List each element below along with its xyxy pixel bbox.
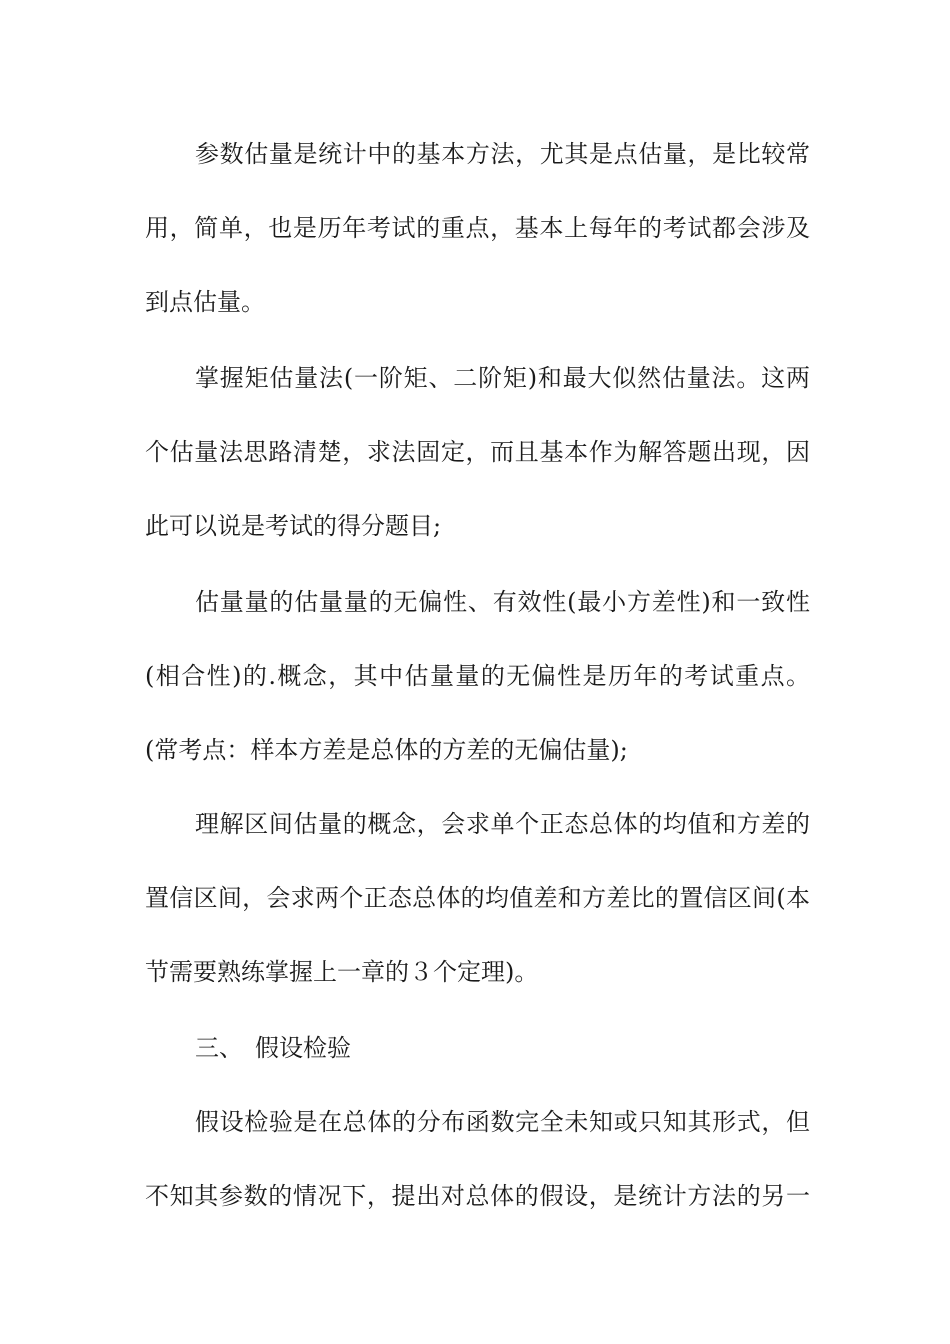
paragraph-6-line-2: 不知其参数的情况下，提出对总体的假设，是统计方法的另一 xyxy=(145,1182,810,1210)
paragraph-4-line-3: 节需要熟练掌握上一章的３个定理)。 xyxy=(145,958,539,986)
paragraph-1-line-2: 用，简单，也是历年考试的重点，基本上每年的考试都会涉及 xyxy=(145,214,810,242)
paragraph-4-line-2: 置信区间，会求两个正态总体的均值差和方差比的置信区间(本 xyxy=(145,884,810,912)
paragraph-1-line-3: 到点估量。 xyxy=(145,288,265,316)
paragraph-1-line-1: 参数估量是统计中的基本方法，尤其是点估量，是比较常 xyxy=(195,140,810,168)
paragraph-3-line-3: (常考点：样本方差是总体的方差的无偏估量); xyxy=(145,736,628,764)
paragraph-3-line-1: 估量量的估量量的无偏性、有效性(最小方差性)和一致性 xyxy=(195,588,810,616)
paragraph-3-line-2: (相合性)的.概念，其中估量量的无偏性是历年的考试重点。 xyxy=(145,662,810,690)
section-heading: 三、 假设检验 xyxy=(195,1034,351,1062)
paragraph-6-line-1: 假设检验是在总体的分布函数完全未知或只知其形式，但 xyxy=(195,1108,810,1136)
paragraph-2-line-2: 个估量法思路清楚，求法固定，而且基本作为解答题出现，因 xyxy=(145,438,810,466)
paragraph-2-line-3: 此可以说是考试的得分题目; xyxy=(145,512,442,540)
paragraph-4-line-1: 理解区间估量的概念，会求单个正态总体的均值和方差的 xyxy=(195,810,810,838)
paragraph-2-line-1: 掌握矩估量法(一阶矩、二阶矩)和最大似然估量法。这两 xyxy=(195,364,810,392)
